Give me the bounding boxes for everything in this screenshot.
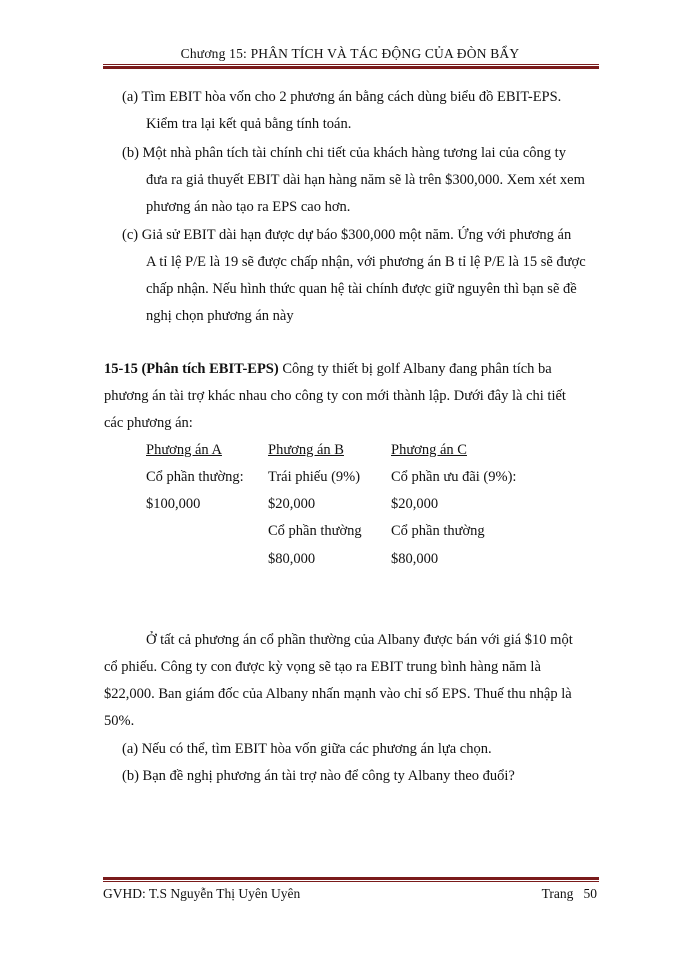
problem-intro-rest: Công ty thiết bị golf Albany đang phân tích ba — [278, 361, 552, 377]
problem-intro-line-2: phương án tài trợ khác nhau cho công ty con mới thành lập. Dưới đây là chi tiết — [104, 388, 566, 404]
table-cell: Cổ phần thường: — [146, 469, 244, 485]
item-b-line-2: đưa ra giả thuyết EBIT dài hạn hàng năm sẽ là trên $300,000. Xem xét xem — [146, 172, 585, 188]
item-a-line-2: Kiểm tra lại kết quả bằng tính toán. — [146, 116, 352, 132]
table-cell: $100,000 — [146, 496, 201, 512]
problem-heading: 15-15 (Phân tích EBIT-EPS) — [104, 361, 279, 377]
running-header: Chương 15: PHÂN TÍCH VÀ TÁC ĐỘNG CỦA ĐÒN BẨY — [180, 46, 520, 61]
item-b-line-3: phương án nào tạo ra EPS cao hơn. — [146, 199, 351, 215]
item-c-line-1: (c) Giả sử EBIT dài hạn được dự báo $300,000 một năm. Ứng với phương án — [122, 227, 572, 243]
paragraph2-line-3: $22,000. Ban giám đốc của Albany nhấn mạnh vào chỉ số EPS. Thuế thu nhập là — [104, 686, 572, 702]
table-cell: $20,000 — [268, 496, 316, 512]
header-rule-top — [103, 64, 599, 65]
table-cell: Cổ phần ưu đãi (9%): — [391, 469, 517, 485]
page-number: 50 — [583, 886, 597, 901]
item-b-line-1: (b) Một nhà phân tích tài chính chi tiết của khách hàng tương lai của công ty — [122, 145, 566, 161]
footer-rule-top — [103, 877, 599, 880]
paragraph2-line-1: Ở tất cả phương án cổ phần thường của Albany được bán với giá $10 một — [146, 632, 573, 648]
problem-intro-line-3: các phương án: — [104, 415, 193, 431]
footer-rule-bottom — [103, 881, 599, 882]
footer-page — [542, 886, 597, 902]
option-c-header: Phương án C — [391, 442, 467, 458]
table-cell: Trái phiếu (9%) — [268, 469, 361, 485]
option-b-header: Phương án B — [268, 442, 344, 458]
header-rule-bottom — [103, 66, 599, 69]
table-cell: $80,000 — [268, 551, 316, 567]
table-cell: $20,000 — [391, 496, 439, 512]
footer-instructor: GVHD: T.S Nguyễn Thị Uyên Uyên — [103, 886, 301, 901]
item-c-line-3: chấp nhận. Nếu hình thức quan hệ tài chính được giữ nguyên thì bạn sẽ đề — [146, 281, 577, 297]
problem-intro-line-1 — [104, 361, 552, 378]
question-b: (b) Bạn đề nghị phương án tài trợ nào để công ty Albany theo đuổi? — [122, 768, 515, 784]
item-c-line-2: A tỉ lệ P/E là 19 sẽ được chấp nhận, với phương án B tỉ lệ P/E là 15 sẽ được — [146, 254, 586, 270]
item-c-line-4: nghị chọn phương án này — [146, 308, 294, 324]
item-a-line-1: (a) Tìm EBIT hòa vốn cho 2 phương án bằng cách dùng biểu đồ EBIT-EPS. — [122, 89, 562, 105]
paragraph2-line-2: cổ phiếu. Công ty con được kỳ vọng sẽ tạo ra EBIT trung bình hàng năm là — [104, 659, 541, 675]
table-cell: Cổ phần thường — [268, 523, 362, 539]
paragraph2-line-4: 50%. — [104, 713, 135, 729]
option-a-header: Phương án A — [146, 442, 222, 458]
page-label: Trang — [541, 886, 574, 901]
table-cell: Cổ phần thường — [391, 523, 485, 539]
table-cell: $80,000 — [391, 551, 439, 567]
question-a: (a) Nếu có thể, tìm EBIT hòa vốn giữa các phương án lựa chọn. — [122, 741, 492, 757]
